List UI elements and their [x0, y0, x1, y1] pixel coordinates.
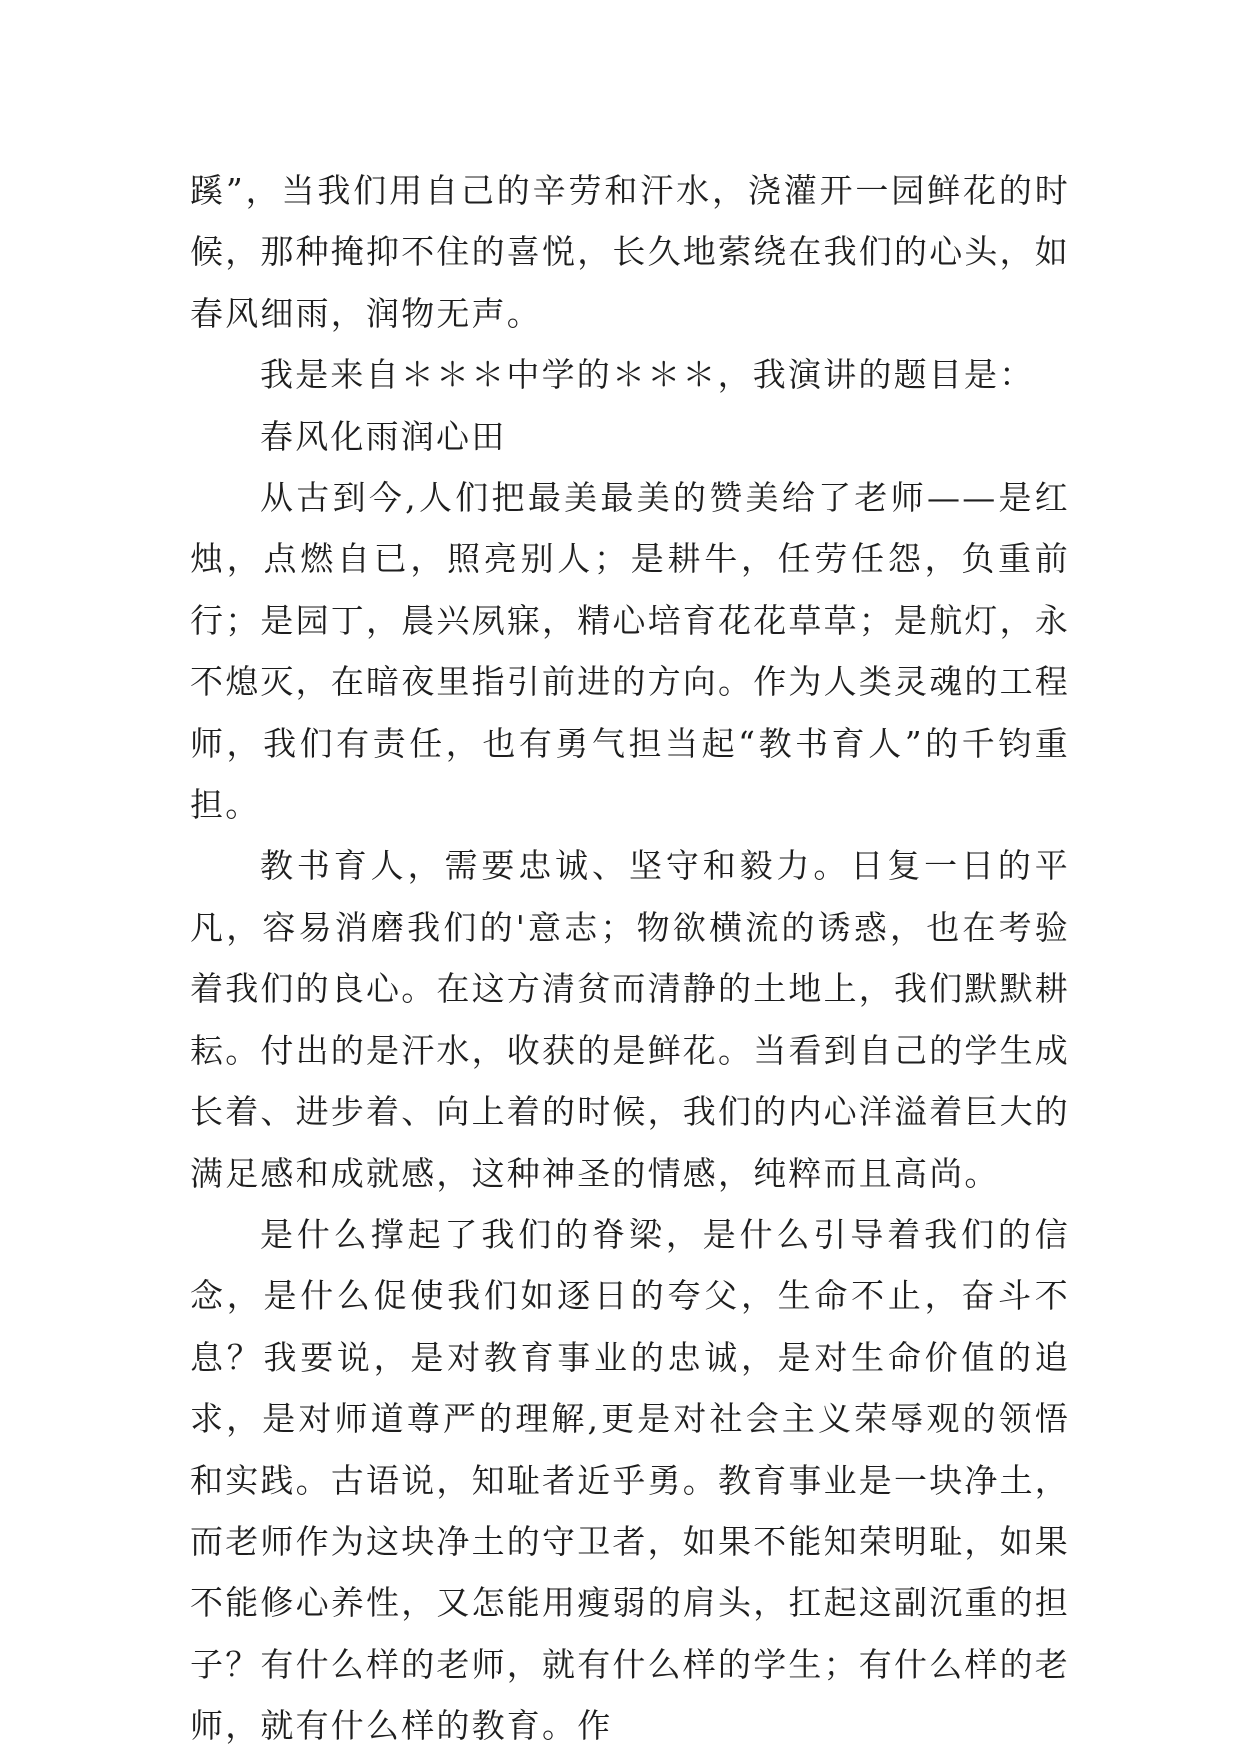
paragraph-3: 从古到今,人们把最美最美的赞美给了老师——是红烛，点燃自已，照亮别人；是耕牛，任劳任怨，负重前行；是园丁，晨兴夙寐，精心培育花花草草；是航灯，永不熄灭，在暗夜里指引前进的方向。作为人类灵魂的工程师，我们有责任，也有勇气担当起“教书育人”的千钧重担。 [190, 478, 1070, 825]
speech-title: 春风化雨润心田 [260, 416, 507, 456]
body-text [190, 160, 1070, 1757]
paragraph-4: 教书育人，需要忠诚、坚守和毅力。日复一日的平凡，容易消磨我们的'意志；物欲横流的诱惑，也在考验着我们的良心。在这方清贫而清静的土地上，我们默默耕耘。付出的是汗水，收获的是鲜花。当看到自己的学生成长着、进步着、向上着的时候，我们的内心洋溢着巨大的满足感和成就感，这种神圣的情感，纯粹而且高尚。 [190, 846, 1070, 1193]
paragraph-5: 是什么撑起了我们的脊梁，是什么引导着我们的信念，是什么促使我们如逐日的夸父，生命不止，奋斗不息？我要说，是对教育事业的忠诚，是对生命价值的追求，是对师道尊严的理解,更是对社会主义荣辱观的领悟和实践。古语说，知耻者近乎勇。教育事业是一块净土，而老师作为这块净土的守卫者，如果不能知荣明耻，如果不能修心养性，又怎能用瘦弱的肩头，扛起这副沉重的担子？有什么样的老师，就有什么样的学生；有什么样的老师，就有什么样的教育。作 [190, 1214, 1070, 1746]
paragraph-2: 我是来自＊＊＊中学的＊＊＊，我演讲的题目是： [260, 355, 1035, 395]
paragraph-1: 蹊”，当我们用自己的辛劳和汗水，浇灌开一园鲜花的时候，那种掩抑不住的喜悦，长久地萦绕在我们的心头，如春风细雨，润物无声。 [190, 171, 1070, 333]
